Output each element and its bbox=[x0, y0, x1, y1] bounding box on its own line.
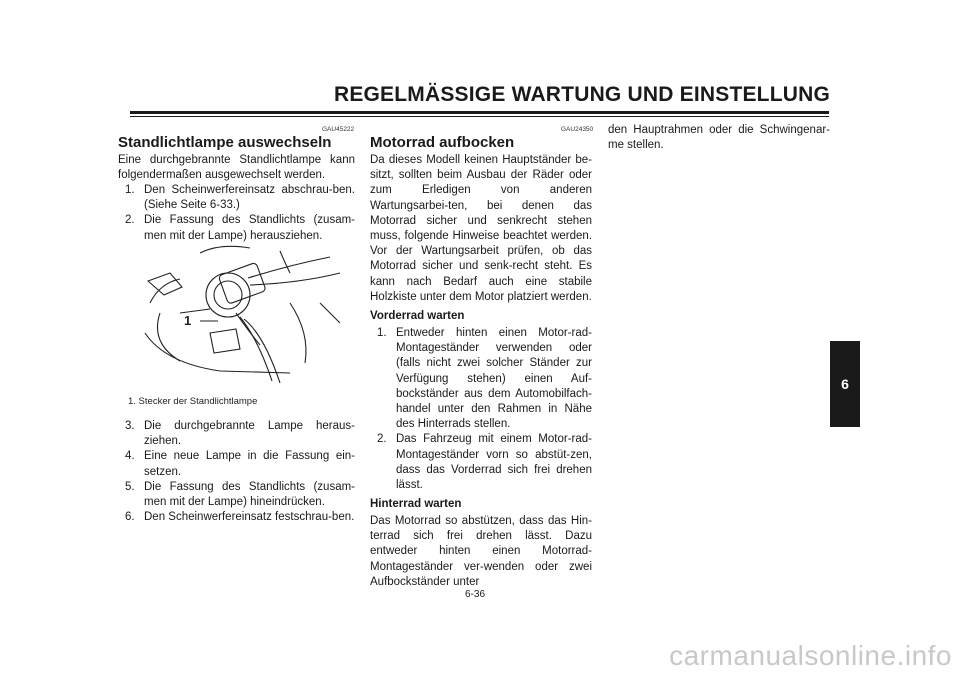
step-text: Den Scheinwerfereinsatz festschrau-ben. bbox=[144, 511, 355, 524]
step-text: Entweder hinten einen Motor-rad-Montageständer verwenden oder (falls nicht zwei solcher Ständer zur Verfügung stehen) einen Auf-bockständer aus dem Automobilfach-handel unter den Rahmen in Nähe des Hinterrads stellen. bbox=[396, 327, 592, 431]
lamp-socket-illustration bbox=[140, 243, 350, 388]
section-tab: 6 bbox=[830, 341, 860, 427]
step-text: Die Fassung des Standlichts (zusam-men mit der Lampe) hineindrücken. bbox=[144, 480, 355, 509]
step-number: 4. bbox=[125, 450, 135, 463]
step-text: Das Fahrzeug mit einem Motor-rad-Montageständer vorn so abstüt-zen, dass das Vorderrad sich frei drehen lässt. bbox=[396, 433, 592, 492]
step-number: 2. bbox=[377, 433, 387, 446]
watermark: carmanualsonline.info bbox=[669, 640, 952, 671]
step-text: Die Fassung des Standlichts (zusam-men mit der Lampe) herausziehen. bbox=[144, 214, 355, 242]
step-number: 5. bbox=[125, 480, 135, 493]
header-rule bbox=[130, 111, 829, 114]
step-text: Eine neue Lampe in die Fassung ein-setzen. bbox=[144, 450, 355, 478]
rear-wheel-text: Das Motorrad so abstützen, dass das Hin-terrad sich frei drehen lässt. Dazu entweder hinten einen Motorrad-Montageständer ver-wenden oder zwei Aufbockständer unter bbox=[370, 515, 592, 588]
step-text: Den Scheinwerfereinsatz abschrau-ben. (Siehe Seite 6-33.) bbox=[144, 184, 355, 212]
list-item bbox=[118, 183, 355, 213]
list-item bbox=[118, 419, 355, 449]
middle-section-code: GAU24350 bbox=[561, 126, 594, 133]
header-rule-thin bbox=[130, 116, 829, 117]
step-number: 3. bbox=[125, 420, 135, 432]
left-section-heading: Standlichtlampe auswechseln bbox=[118, 134, 332, 151]
list-item bbox=[118, 510, 355, 525]
rear-wheel-heading: Hinterrad warten bbox=[370, 498, 462, 510]
step-text: Die durchgebrannte Lampe heraus-ziehen. bbox=[144, 420, 355, 448]
list-item bbox=[118, 480, 355, 510]
list-item bbox=[370, 326, 592, 432]
page-header-title: REGELMÄSSIGE WARTUNG UND EINSTELLUNG bbox=[333, 83, 830, 106]
middle-intro-text: Da dieses Modell keinen Hauptständer be-sitzt, sollten beim Ausbau der Räder oder zum Erledigen von anderen Wartungsarbei-ten, bei denen das Motorrad sicher und senkrecht stehen muss, folgende Hinweise beachtet werden. Vor der Wartungsarbeit prüfen, ob das Motorrad sicher und senk-recht steht. Es kann nach Bedarf auch eine stabile Holzkiste unter dem Motor platziert werden. bbox=[370, 154, 592, 303]
figure-callout-label: 1 bbox=[184, 313, 192, 328]
list-item bbox=[118, 213, 355, 243]
front-wheel-steps bbox=[370, 326, 592, 493]
middle-section-heading: Motorrad aufbocken bbox=[370, 134, 515, 151]
list-item bbox=[118, 449, 355, 479]
left-section-code: GAU45222 bbox=[322, 126, 355, 133]
left-steps-b bbox=[118, 419, 355, 525]
step-number: 1. bbox=[377, 327, 387, 339]
left-intro-text: Eine durchgebrannte Standlichtlampe kann folgendermaßen ausgewechselt werden. bbox=[118, 154, 355, 182]
step-number: 2. bbox=[125, 214, 135, 227]
list-item bbox=[370, 432, 592, 493]
step-number: 1. bbox=[125, 184, 135, 196]
left-steps-a bbox=[118, 183, 355, 244]
right-column-text: den Hauptrahmen oder die Schwingenar-me stellen. bbox=[608, 124, 830, 152]
figure-caption: 1. Stecker der Standlichtlampe bbox=[128, 396, 258, 407]
step-number: 6. bbox=[125, 511, 135, 524]
page-number: 6-36 bbox=[465, 589, 486, 600]
front-wheel-heading: Vorderrad warten bbox=[370, 310, 465, 322]
